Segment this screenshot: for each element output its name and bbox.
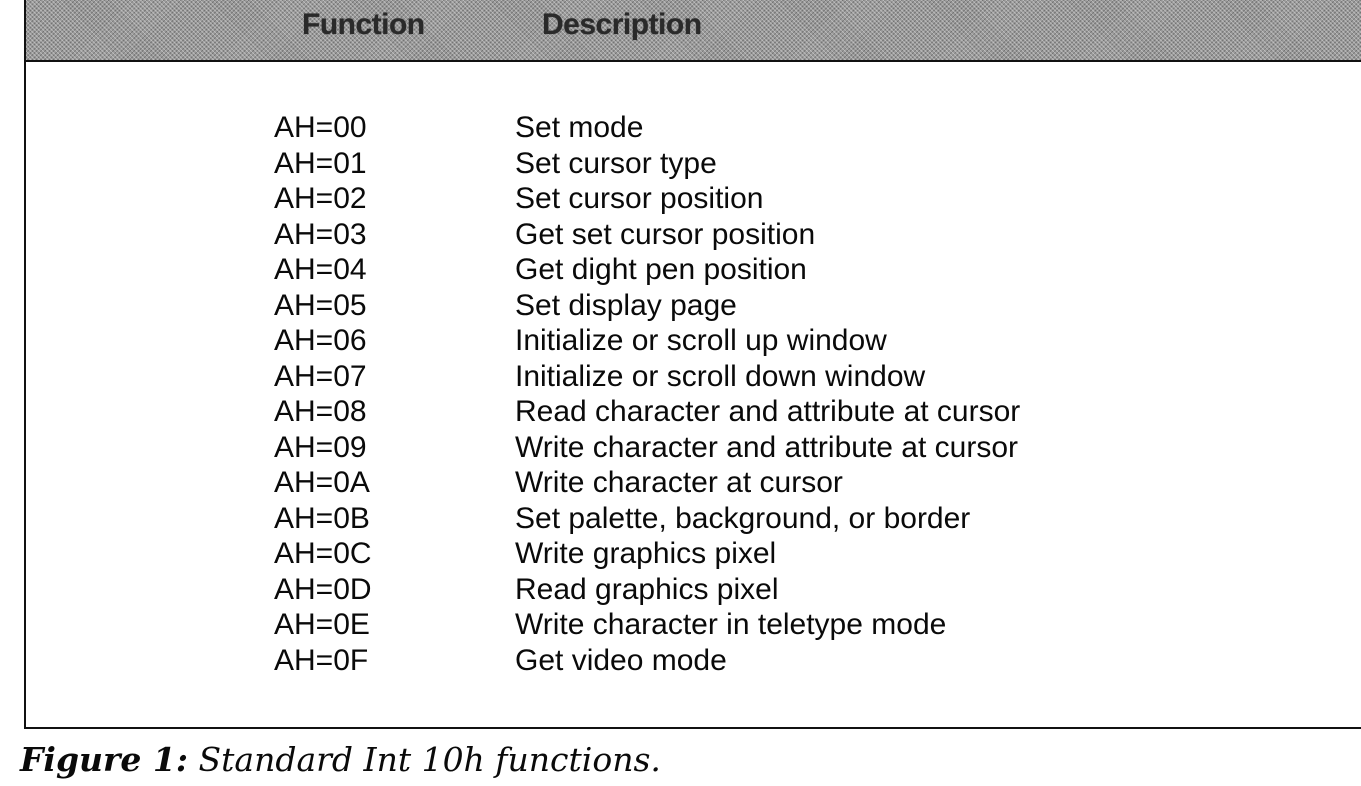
description-cell: Initialize or scroll up window — [515, 324, 887, 357]
figure-caption-label: Figure 1: — [20, 740, 189, 779]
table-row — [274, 394, 1020, 430]
function-cell: AH=00 — [274, 111, 367, 144]
table-row — [274, 181, 1020, 217]
table-body — [274, 110, 1020, 678]
table-row — [274, 110, 1020, 146]
description-cell: Set display page — [515, 288, 737, 322]
table-row — [274, 572, 1020, 608]
table-row — [274, 430, 1020, 466]
function-cell: AH=01 — [274, 146, 367, 180]
description-cell: Set mode — [515, 111, 644, 144]
function-cell: AH=06 — [274, 324, 367, 357]
function-cell: AH=07 — [274, 359, 367, 393]
function-cell: AH=05 — [274, 288, 367, 322]
description-cell: Set cursor position — [515, 182, 764, 215]
function-cell: AH=0B — [274, 501, 370, 535]
table-row — [274, 252, 1020, 288]
table-row — [274, 359, 1020, 395]
table-header-band — [26, 0, 1361, 62]
description-cell: Initialize or scroll down window — [515, 359, 926, 393]
table-row — [274, 465, 1020, 501]
function-cell: AH=03 — [274, 217, 367, 251]
table-row — [274, 501, 1020, 537]
description-cell: Get set cursor position — [515, 217, 816, 251]
column-header-function: Function — [302, 8, 425, 41]
table-row — [274, 323, 1020, 359]
table-row — [274, 146, 1020, 182]
function-cell: AH=09 — [274, 430, 367, 464]
table-row — [274, 536, 1020, 572]
description-cell: Get dight pen position — [515, 253, 807, 286]
description-cell: Write character and attribute at cursor — [515, 430, 1018, 464]
description-cell: Write character at cursor — [515, 466, 843, 499]
function-cell: AH=0F — [274, 643, 369, 677]
description-cell: Set palette, background, or border — [515, 501, 971, 535]
description-cell: Write character in teletype mode — [515, 608, 947, 641]
table-row — [274, 643, 1020, 679]
function-cell: AH=08 — [274, 395, 367, 428]
function-cell: AH=0C — [274, 537, 372, 570]
description-cell: Get video mode — [515, 643, 727, 677]
description-cell: Read character and attribute at cursor — [515, 395, 1021, 428]
description-cell: Set cursor type — [515, 146, 717, 180]
function-cell: AH=0E — [274, 608, 370, 641]
table-row — [274, 288, 1020, 324]
function-cell: AH=02 — [274, 182, 367, 215]
figure-caption-text: Standard Int 10h functions. — [198, 740, 661, 779]
figure-caption — [20, 740, 661, 779]
description-cell: Write graphics pixel — [515, 537, 777, 570]
description-cell: Read graphics pixel — [515, 572, 779, 606]
table-row — [274, 607, 1020, 643]
function-cell: AH=0A — [274, 466, 370, 499]
table-row — [274, 217, 1020, 253]
function-cell: AH=0D — [274, 572, 372, 606]
column-header-description: Description — [542, 8, 702, 41]
function-cell: AH=04 — [274, 253, 367, 286]
